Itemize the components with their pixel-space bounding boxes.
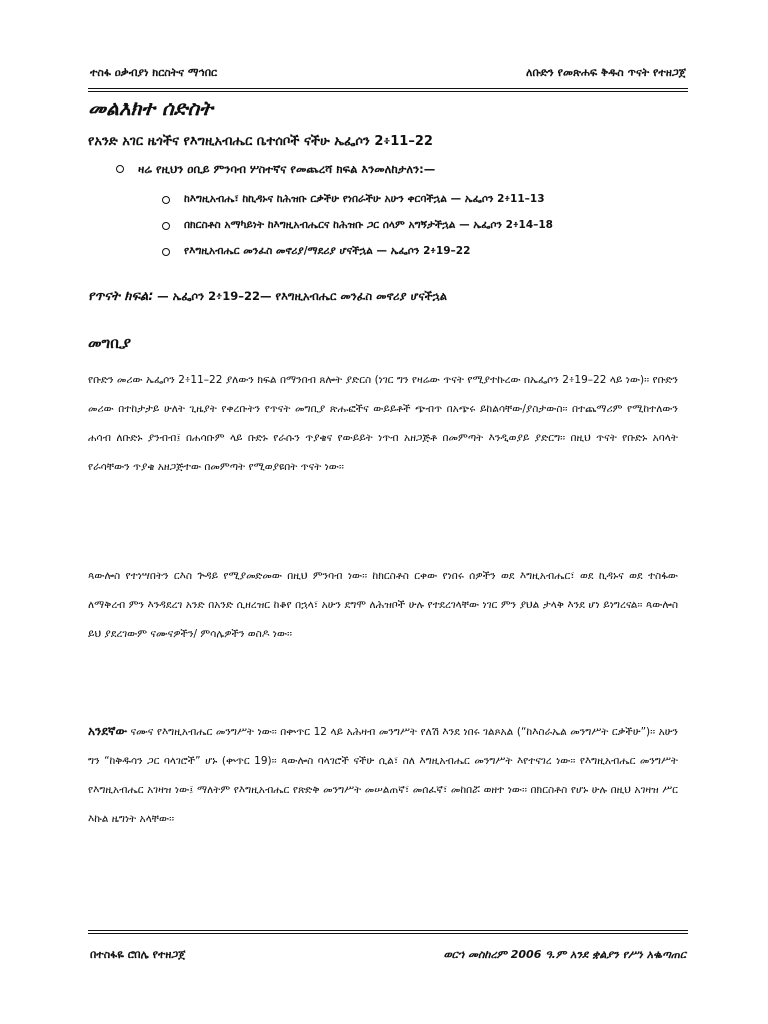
outline-sub-item-text: በክርስቶስ አማካይነት ከእግዚአብሔርና ከሕዝቡ ጋር ሰላም አግኝታችኋል — ኤፌሶን 2፥14–18 [184,219,553,231]
footer-author: በተስፋዬ ሮበሌ የተዘጋጀ [90,948,186,961]
outline-sub-item [162,212,676,238]
paragraph-lead-word: አንደኛው [88,724,128,738]
page-subtitle: የአንድ አገር ዜጎችና የእግዚአብሔር ቤተሰቦች ናችሁ ኤፌሶን 2፥11–22 [88,134,433,149]
circle-bullet-icon [162,222,170,230]
page-footer [88,930,688,970]
outline-intro-item [116,158,676,264]
header-study-label: ለቡድን የመጽሐፍ ቅዱስ ጥናት የተዘጋጀ [526,66,686,79]
outline-sub-item-text: ከእግዚአብሔ፣ ከኪዳኑና ከሕዝቡ ርቃችሁ የነበራችሁ አሁን ቀርባችኋል — ኤፌሶን 2፥11–13 [184,193,545,205]
outline-intro-text: ዛሬ የዚህን ዐቢይ ምንባብ ሦስተኛና የመጨረሻ ክፍል እንመለከታለን:— [138,162,436,176]
circle-bullet-icon [162,248,170,256]
header-organization: ተስፋ ዐቃብያነ ክርስትና ማኅበር [90,66,218,79]
outline-sub-item [162,186,676,212]
outline-sub-item-text: የእግዚአብሔር መንፈስ መኖሪያ/ማደሪያ ሆናችኋል — ኤፌሶን 2፥19–22 [184,245,471,257]
body-paragraph-2: ጳውሎስ የተነሣበትን ርእስ ጕዳይ የሚያመድመው በዚህ ምንባብ ነው፡፡ ከክርስቶስ ርቀው የነበሩ ሰዎችን ወደ እግዚአብሔር፣ ወደ ኪዳኑና ወደ ተስፋው ለማቅረብ ምን እንዳደረገ አንድ በአንድ ሲዘረዝር ከቆየ በኋላ፣ አሁን ደግሞ ለሕዝቦች ሁሉ የተደረገላቸው ነገር ምን ያህል ታላቅ እንደ ሆነ ይነግረናል፡፡ ጳውሎስ ይህ ያደረገውም ናሙናዎችን/ ምሳሌዎችን ወስዶ ነው፡፡ [88,570,678,640]
lesson-focus-text: — ኤፌሶን 2፥19–22— የእግዚአብሔር መንፈስ መኖሪያ ሆናችኋል [157,289,448,303]
circle-bullet-icon [162,196,170,204]
body-paragraph-1: የቡድን መሪው ኤፌሶን 2፥11–22 ያለውን ክፍል በማንበብ ጸሎት ያድርስ (ነገር ግን የዛሬው ጥናት የሚያተኩረው በኤፌሶን 2፥19–22 ላይ ነው)፡፡ የቡድን መሪው በተከታታይ ሁለት ጊዜያት የቀረቡትን የጥናት መግቢያ ጽሑፎችና ውይይቶች ጭብጥ በአጭሩ ይከልሳቸው/ያስታውስ፡፡ በተጨማሪም የሚከተለውን ሐሳብ ለቡድኑ ያንብብ፤ በሐሳቡም ላይ ቡድኑ የራሱን ጥያቄና የውይይት ነጥብ አዘጋጅቶ በመምጣት እንዲወያይ ያድርግ፡፡ በዚህ ጥናት የቡድኑ አባላት የራሳቸውን ጥያቄ አዘጋጅተው በመምጣት የሚወያዩበት ጥናት ነው፡፡ [88,374,678,473]
paragraph-body-text: ናሙና የእግዚአብሔር መንግሥት ነው፡፡ በቍጥር 12 ላይ አሕዛብ መንግሥት የለሽ እንደ ነበሩ ገልጾአል (“ከእስራኤል መንግሥት ርቃችሁ”)፡፡ አሁን ግን “ከቅዱሳን ጋር ባላገሮች” ሆኑ (ቍጥር 19)፡፡ ጳውሎስ ባላገሮች ናችሁ ሲል፣ ስለ እግዚአብሔር መንግሥት እየተናገረ ነው፡፡ የእግዚአብሔር መንግሥት የእግዚአብሔር አገዛዝ ነው፤ ማለትም የእግዚአብሔር የጽድቅ መንግሥት መሠልጠኛ፣ መሰፈኛ፣ መከበሯ ወዘተ ነው፡፡ በክርስቶስ የሆኑ ሁሉ በዚህ አገዛዝ ሥር እኩል ዜግነት አላቸው፡፡ [88,726,678,825]
body-paragraph-3 [88,717,678,834]
page-header [88,62,688,92]
page-title: መልእክተ ሰድስት [88,96,213,120]
circle-bullet-icon [116,165,124,173]
lesson-focus-line [88,289,447,304]
section-heading-introduction: መግቢያ [88,334,132,352]
outline-sub-item [162,238,676,264]
outline-sub-list [162,186,676,264]
lesson-focus-label: የጥናት ክፍል: [88,289,154,304]
footer-date: ወርኀ መስከረም 2006 ዓ.ም አንደ ቋልያን የሥነ አቈጣጠር [443,948,686,961]
lesson-outline [116,158,676,264]
